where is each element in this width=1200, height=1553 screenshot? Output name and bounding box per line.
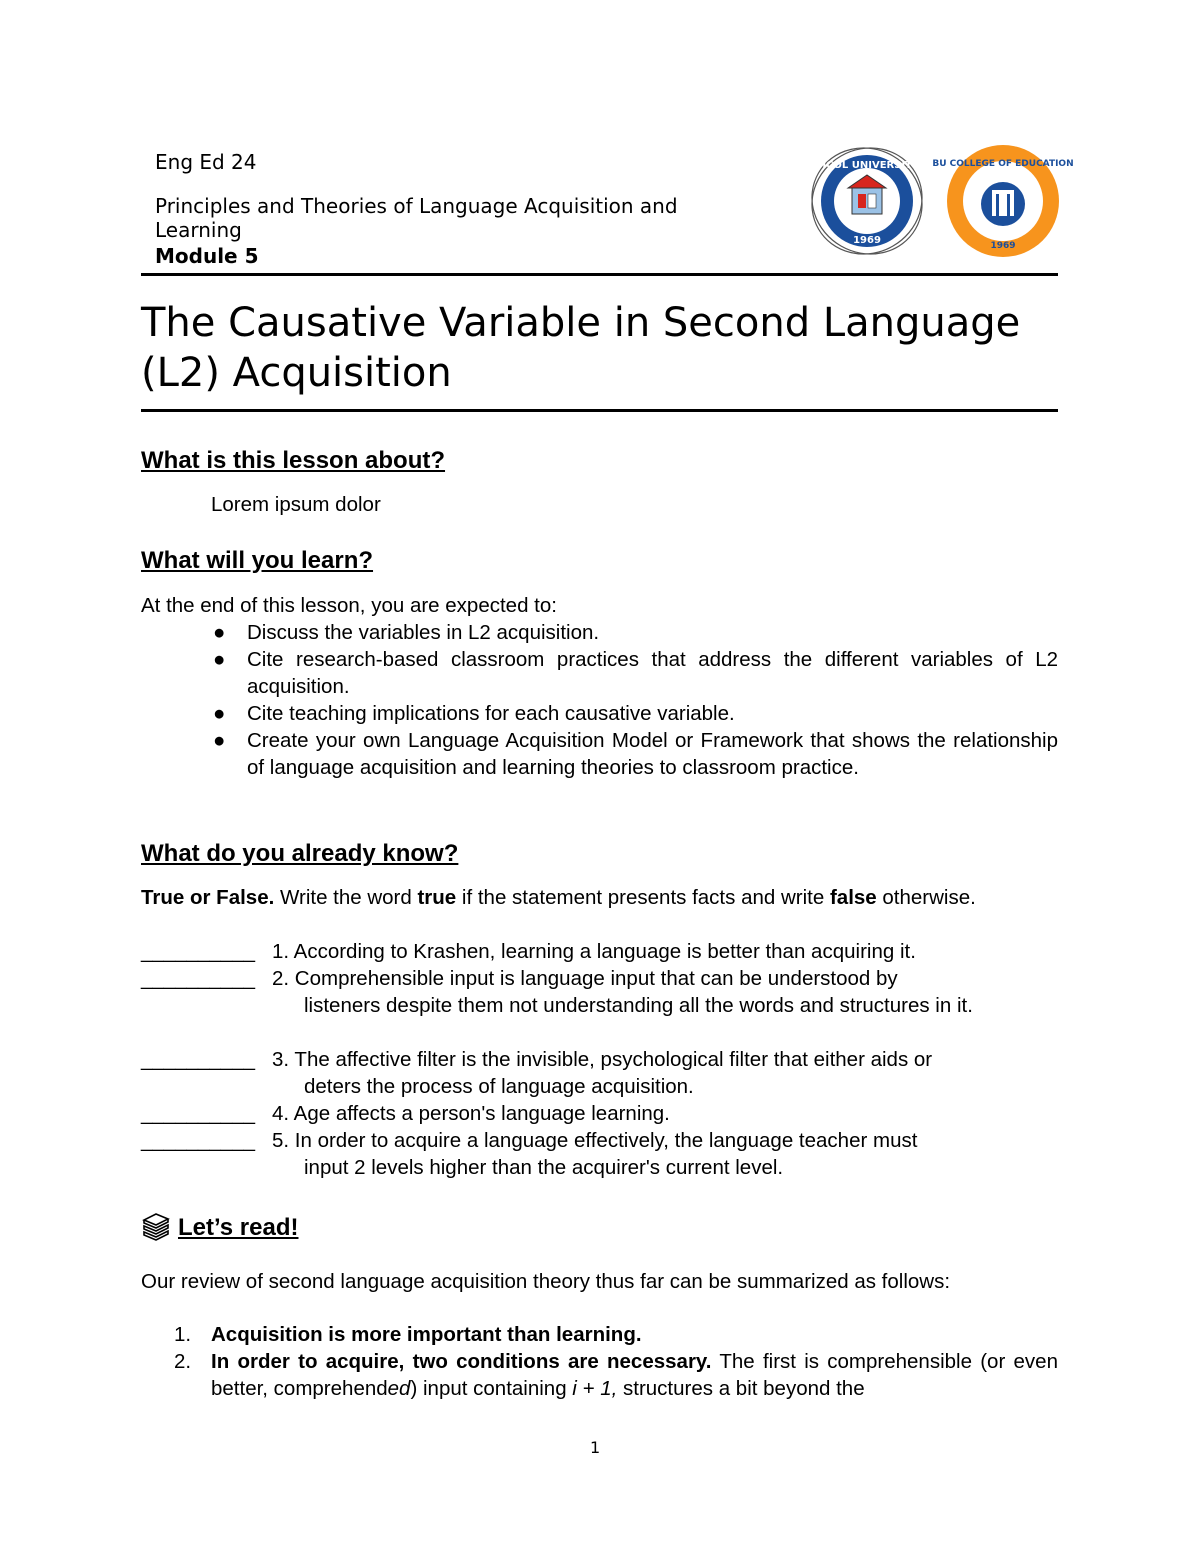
college-of-education-seal-icon	[932, 142, 1074, 260]
learn-intro: At the end of this lesson, you are expected to:	[141, 594, 557, 617]
bicol-university-logo	[808, 142, 926, 260]
svg-text:1969: 1969	[990, 241, 1016, 251]
objectives-list	[141, 619, 1058, 781]
course-code: Eng Ed 24	[155, 150, 257, 174]
list-item: ● Cite research-based classroom practices that address the different variables of L2 acquisition.	[213, 648, 1058, 698]
page-title-line1: The Causative Variable in Second Language	[141, 300, 1021, 346]
bullet-icon: ●	[213, 648, 226, 671]
bullet-icon: ●	[213, 621, 226, 644]
college-of-education-logo	[932, 142, 1074, 260]
module-label: Module 5	[155, 244, 259, 268]
about-heading: What is this lesson about?	[141, 447, 446, 474]
bicol-university-seal-icon	[808, 142, 926, 260]
list-item: 2. In order to acquire, two conditions are necessary. The first is comprehensible (or even better, comprehended) input containing i + 1, structures a bit beyond the	[174, 1350, 1058, 1400]
bullet-icon: ●	[213, 729, 226, 752]
course-title-line1: Principles and Theories of Language Acquisition and	[155, 194, 678, 218]
tf-instructions: True or False. Write the word true if the statement presents facts and write false otherwise.	[141, 886, 976, 909]
page-title	[141, 298, 1071, 398]
about-text: Lorem ipsum dolor	[211, 493, 381, 516]
list-item: 1. Acquisition is more important than learning.	[174, 1323, 642, 1346]
svg-text:BU COLLEGE OF EDUCATION: BU COLLEGE OF EDUCATION	[932, 159, 1074, 169]
know-heading: What do you already know?	[141, 840, 459, 867]
read-intro: Our review of second language acquisition theory thus far can be summarized as follows:	[141, 1270, 951, 1293]
svg-text:BICOL UNIVERSITY: BICOL UNIVERSITY	[814, 160, 920, 171]
top-rule	[141, 273, 1058, 276]
bullet-icon: ●	[213, 702, 226, 725]
course-title-line2: Learning	[155, 218, 242, 242]
title-rule	[141, 409, 1058, 412]
learn-heading: What will you learn?	[141, 547, 374, 574]
svg-text:1969: 1969	[853, 235, 881, 246]
books-icon	[141, 1212, 171, 1240]
list-item: ● Cite teaching implications for each causative variable.	[213, 702, 735, 725]
page-number: 1	[590, 1438, 601, 1457]
read-heading: Let’s read!	[178, 1214, 299, 1241]
list-item: ● Create your own Language Acquisition Model or Framework that shows the relationship of language acquisition and learning theories to classroom practice.	[213, 729, 1058, 779]
list-item: ● Discuss the variables in L2 acquisition.	[213, 621, 600, 644]
page-title-line2: (L2) Acquisition	[141, 350, 452, 396]
summary-list	[141, 1321, 1058, 1402]
